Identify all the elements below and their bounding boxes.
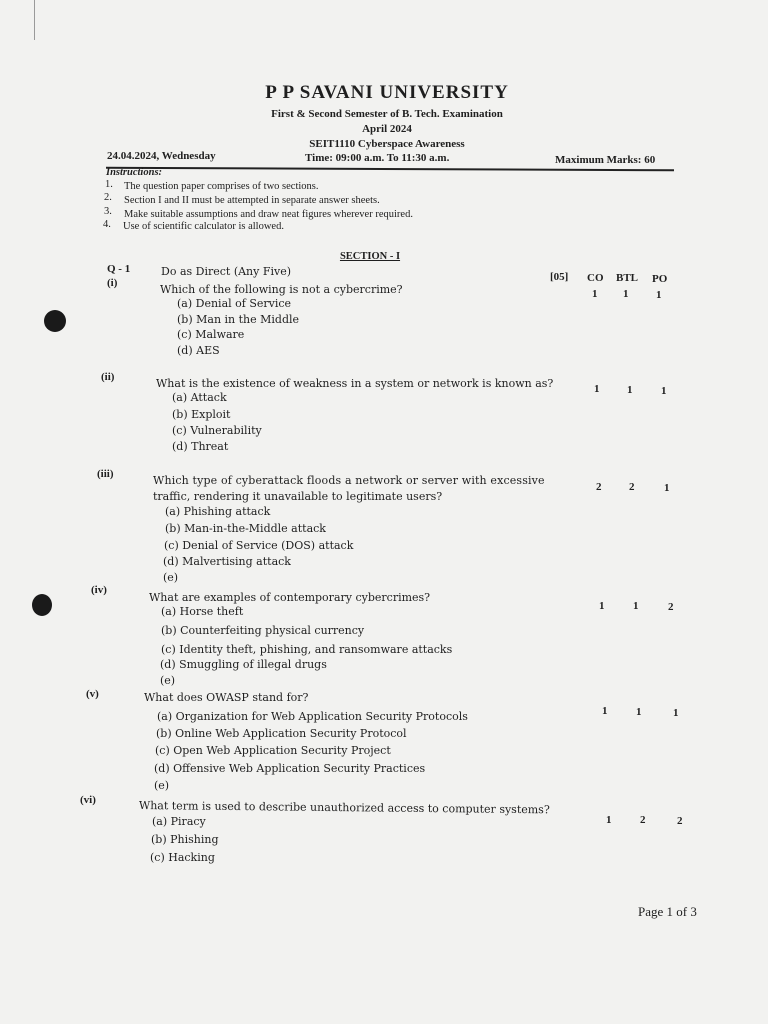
co-value: 1: [606, 814, 612, 826]
question-marks: [05]: [550, 271, 569, 283]
option: (b) Phishing: [151, 833, 219, 846]
option: (a) Organization for Web Application Security Protocols: [157, 710, 468, 723]
co-value: 1: [594, 383, 600, 395]
question-number: (iii): [97, 468, 114, 480]
question-text-continued: traffic, rendering it unavailable to legitimate users?: [153, 490, 443, 503]
option: (a) Phishing attack: [165, 505, 271, 518]
course-name: SEIT1110 Cyberspace Awareness: [309, 138, 465, 150]
option: (a) Denial of Service: [177, 297, 292, 310]
po-value: 1: [664, 482, 670, 494]
option: (d) AES: [177, 344, 220, 357]
instruction-text: Make suitable assumptions and draw neat figures wherever required.: [124, 209, 413, 220]
btl-value: 1: [636, 706, 642, 718]
column-header-btl: BTL: [616, 272, 639, 284]
option: (b) Counterfeiting physical currency: [161, 624, 365, 637]
option: (c) Malware: [177, 328, 245, 341]
po-value: 1: [673, 707, 679, 719]
question-number: (i): [107, 277, 118, 289]
exam-title: First & Second Semester of B. Tech. Examination: [271, 108, 503, 120]
column-header-po: PO: [652, 273, 668, 285]
co-value: 1: [599, 600, 605, 612]
question-text: Which type of cyberattack floods a network or server with excessive: [153, 474, 545, 487]
option: (b) Exploit: [172, 408, 231, 421]
exam-time: Time: 09:00 a.m. To 11:30 a.m.: [305, 152, 450, 164]
option: (a) Attack: [172, 391, 227, 404]
btl-value: 1: [627, 384, 633, 396]
option: (c) Open Web Application Security Project: [155, 744, 391, 757]
column-header-co: CO: [587, 272, 604, 284]
instruction-text: Section I and II must be attempted in separate answer sheets.: [124, 195, 380, 206]
option: (a) Piracy: [152, 815, 206, 828]
option: (b) Man in the Middle: [177, 313, 300, 326]
option: (c) Identity theft, phishing, and ransomware attacks: [161, 643, 453, 656]
page-number: Page 1 of 3: [638, 904, 697, 919]
header-divider: [106, 167, 674, 171]
option: (d) Threat: [172, 440, 229, 453]
question-number: (v): [86, 688, 99, 700]
option: (c) Hacking: [150, 851, 215, 864]
option: (e): [160, 674, 176, 687]
option: (b) Online Web Application Security Protocol: [156, 727, 407, 740]
option: (d) Malvertising attack: [163, 555, 291, 568]
instruction-text: The question paper comprises of two sections.: [124, 181, 319, 192]
option: (e): [154, 779, 170, 792]
po-value: 2: [677, 815, 683, 827]
question-text: Which of the following is not a cybercrime?: [160, 283, 403, 296]
question-number: (ii): [101, 371, 115, 383]
option: (d) Offensive Web Application Security Practices: [154, 762, 426, 775]
btl-value: 2: [640, 814, 646, 826]
co-value: 2: [596, 481, 602, 493]
question-number: (iv): [91, 584, 107, 596]
co-value: 1: [592, 288, 598, 300]
btl-value: 1: [623, 288, 629, 300]
instruction-number: 3.: [104, 206, 112, 217]
option: (b) Man-in-the-Middle attack: [165, 522, 326, 535]
option: (e): [163, 571, 179, 584]
punch-hole-top: [44, 310, 66, 332]
exam-date: 24.04.2024, Wednesday: [107, 150, 216, 162]
punch-hole-bottom: [32, 594, 52, 616]
option: (c) Vulnerability: [172, 424, 262, 437]
instruction-number: 2.: [104, 192, 112, 203]
exam-month: April 2024: [362, 123, 412, 135]
option: (d) Smuggling of illegal drugs: [160, 658, 327, 671]
po-value: 1: [656, 289, 662, 301]
instruction-number: 4.: [103, 219, 111, 230]
question-number: (vi): [80, 794, 96, 806]
instruction-number: 1.: [105, 179, 113, 190]
university-name: P P SAVANI UNIVERSITY: [265, 82, 509, 103]
option: (c) Denial of Service (DOS) attack: [164, 539, 354, 552]
btl-value: 2: [629, 481, 635, 493]
section-title: SECTION - I: [339, 251, 401, 262]
question-text: What are examples of contemporary cybercrimes?: [149, 591, 431, 604]
po-value: 2: [668, 601, 674, 613]
question-instruction: Do as Direct (Any Five): [161, 265, 292, 278]
btl-value: 1: [633, 600, 639, 612]
question-text: What does OWASP stand for?: [144, 691, 309, 704]
question-text: What is the existence of weakness in a system or network is known as?: [156, 377, 554, 390]
po-value: 1: [661, 385, 667, 397]
max-marks: Maximum Marks: 60: [555, 154, 656, 166]
question-label: Q - 1: [107, 263, 131, 275]
scan-mark-left: [34, 0, 35, 40]
instruction-text: Use of scientific calculator is allowed.: [123, 221, 284, 232]
question-text: What term is used to describe unauthorized access to computer systems?: [138, 799, 550, 817]
option: (a) Horse theft: [161, 605, 244, 618]
co-value: 1: [602, 705, 608, 717]
instructions-title: Instructions:: [106, 167, 163, 178]
